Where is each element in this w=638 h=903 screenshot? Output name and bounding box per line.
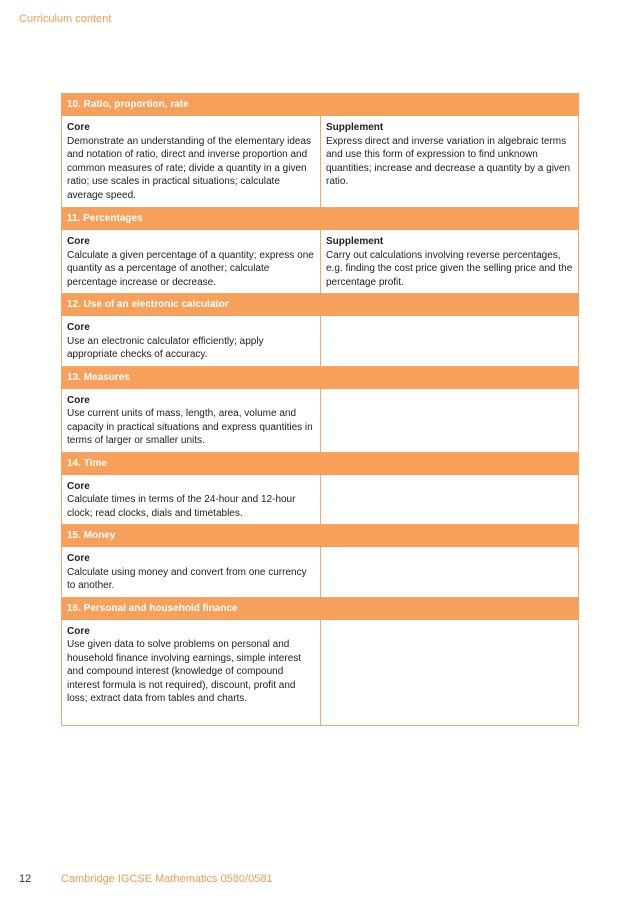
core-cell — [62, 388, 321, 452]
section-title: 13. Measures — [62, 366, 579, 388]
core-cell — [62, 547, 321, 598]
core-text: Use an electronic calculator efficiently; apply appropriate checks of accuracy. — [67, 335, 264, 360]
document-title: Cambridge IGCSE Mathematics 0580/0581 — [61, 873, 273, 885]
core-label: Core — [67, 553, 90, 564]
supplement-cell — [321, 230, 579, 294]
section-title: 14. Time — [62, 452, 579, 474]
core-cell — [62, 316, 321, 367]
core-text: Calculate using money and convert from one currency to another. — [67, 566, 307, 591]
supplement-cell — [321, 619, 579, 725]
core-label: Core — [67, 625, 90, 637]
section-header — [62, 366, 579, 388]
core-text: Calculate times in terms of the 24-hour and 12-hour clock; read clocks, dials and timetables. — [67, 494, 296, 519]
section-header — [62, 452, 579, 474]
supplement-cell — [321, 316, 579, 367]
core-label: Core — [67, 480, 90, 492]
section-row — [62, 116, 579, 208]
core-text: Calculate a given percentage of a quantity; express one quantity as a percentage of another; calculate percentage increase or decrease. — [67, 249, 314, 288]
section-title: 15. Money — [62, 525, 579, 547]
section-header — [62, 94, 579, 116]
section-row — [62, 547, 579, 598]
section-row — [62, 619, 579, 725]
section-header — [62, 525, 579, 547]
core-text: Use current units of mass, length, area, volume and capacity in practical situations and express quantities in terms of larger or smaller units. — [67, 408, 313, 446]
core-text: Use given data to solve problems on personal and household finance involving earnings, simple interest and compound interest (knowledge of compound interest formula is not required), discount, profit and loss; extract data from tables and charts. — [67, 639, 302, 704]
section-row — [62, 230, 579, 294]
page-number: 12 — [19, 873, 32, 885]
section-title: 10. Ratio, proportion, rate — [62, 94, 579, 116]
section-title: 12. Use of an electronic calculator — [62, 294, 579, 316]
section-header — [62, 294, 579, 316]
supplement-cell — [321, 388, 579, 452]
supplement-label: Supplement — [326, 122, 384, 133]
core-label: Core — [67, 322, 90, 333]
core-label: Core — [67, 394, 90, 406]
supplement-cell — [321, 547, 579, 598]
supplement-text: Carry out calculations involving reverse percentages, e.g. finding the cost price given the selling price and the percentage profit. — [326, 249, 573, 288]
section-header — [62, 208, 579, 230]
supplement-cell — [321, 474, 579, 525]
core-cell — [62, 116, 321, 208]
section-title: 16. Personal and household finance — [62, 597, 579, 619]
supplement-label: Supplement — [326, 236, 384, 247]
core-cell — [62, 230, 321, 294]
core-cell — [62, 619, 321, 725]
core-label: Core — [67, 236, 90, 247]
core-text: Demonstrate an understanding of the elementary ideas and notation of ratio, direct and inverse proportion and common measures of rate; divide a quantity in a given ratio; use scales in practical situations; calculate average speed. — [67, 135, 312, 201]
core-label: Core — [67, 122, 90, 133]
section-row — [62, 316, 579, 367]
section-header — [62, 597, 579, 619]
section-title: 11. Percentages — [62, 208, 579, 230]
running-header: Curriculum content — [19, 13, 112, 25]
supplement-text: Express direct and inverse variation in algebraic terms and use this form of expression to find unknown quantities; increase and decrease a quantity by a given ratio. — [326, 135, 571, 187]
supplement-cell — [321, 116, 579, 208]
core-cell — [62, 474, 321, 525]
section-row — [62, 474, 579, 525]
curriculum-table — [61, 93, 579, 726]
section-row — [62, 388, 579, 452]
